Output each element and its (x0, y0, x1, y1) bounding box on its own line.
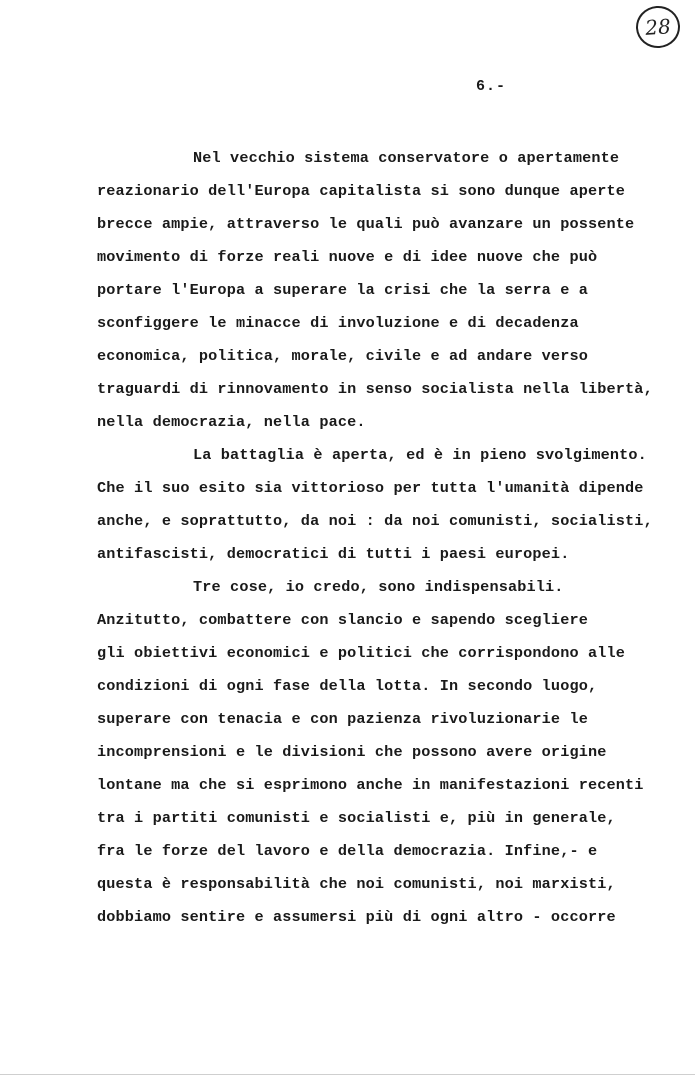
text-line: incomprensioni e le divisioni che possono avere origine (97, 743, 607, 761)
text-line: questa è responsabilità che noi comunisti, noi marxisti, (97, 875, 616, 893)
text-line: Tre cose, io credo, sono indispensabili. (193, 578, 564, 596)
text-line: fra le forze del lavoro e della democrazia. Infine,- e (97, 842, 598, 860)
text-line: traguardi di rinnovamento in senso socialista nella libertà, (97, 380, 653, 398)
text-line: sconfiggere le minacce di involuzione e di decadenza (97, 314, 579, 332)
page-mark-number: 28 (644, 14, 672, 40)
text-line: antifascisti, democratici di tutti i paesi europei. (97, 545, 570, 563)
text-line: dobbiamo sentire e assumersi più di ogni altro - occorre (97, 908, 616, 926)
page-number: 6.- (476, 78, 507, 95)
text-line: gli obiettivi economici e politici che corrispondono alle (97, 644, 626, 662)
text-line: reazionario dell'Europa capitalista si sono dunque aperte (97, 182, 626, 200)
text-line: condizioni di ogni fase della lotta. In secondo luogo, (97, 677, 598, 695)
text-line: brecce ampie, attraverso le quali può avanzare un possente (97, 215, 635, 233)
text-line: anche, e soprattutto, da noi : da noi comunisti, socialisti, (97, 512, 653, 530)
text-line: movimento di forze reali nuove e di idee nuove che può (97, 248, 598, 266)
text-line: portare l'Europa a superare la crisi che la serra e a (97, 281, 588, 299)
text-line: tra i partiti comunisti e socialisti e, più in generale, (97, 809, 616, 827)
text-line: superare con tenacia e con pazienza rivoluzionarie le (97, 710, 588, 728)
page-bottom-edge (0, 1074, 695, 1075)
text-line: economica, politica, morale, civile e ad andare verso (97, 347, 588, 365)
text-line: Che il suo esito sia vittorioso per tutta l'umanità dipende (97, 479, 644, 497)
text-line: lontane ma che si esprimono anche in manifestazioni recenti (97, 776, 644, 794)
text-line: Anzitutto, combattere con slancio e sapendo scegliere (97, 611, 588, 629)
text-line: La battaglia è aperta, ed è in pieno svolgimento. (193, 446, 647, 464)
text-line: nella democrazia, nella pace. (97, 413, 366, 431)
body-text (97, 144, 687, 936)
handwritten-page-mark (635, 5, 682, 50)
text-line: Nel vecchio sistema conservatore o apertamente (193, 149, 620, 167)
